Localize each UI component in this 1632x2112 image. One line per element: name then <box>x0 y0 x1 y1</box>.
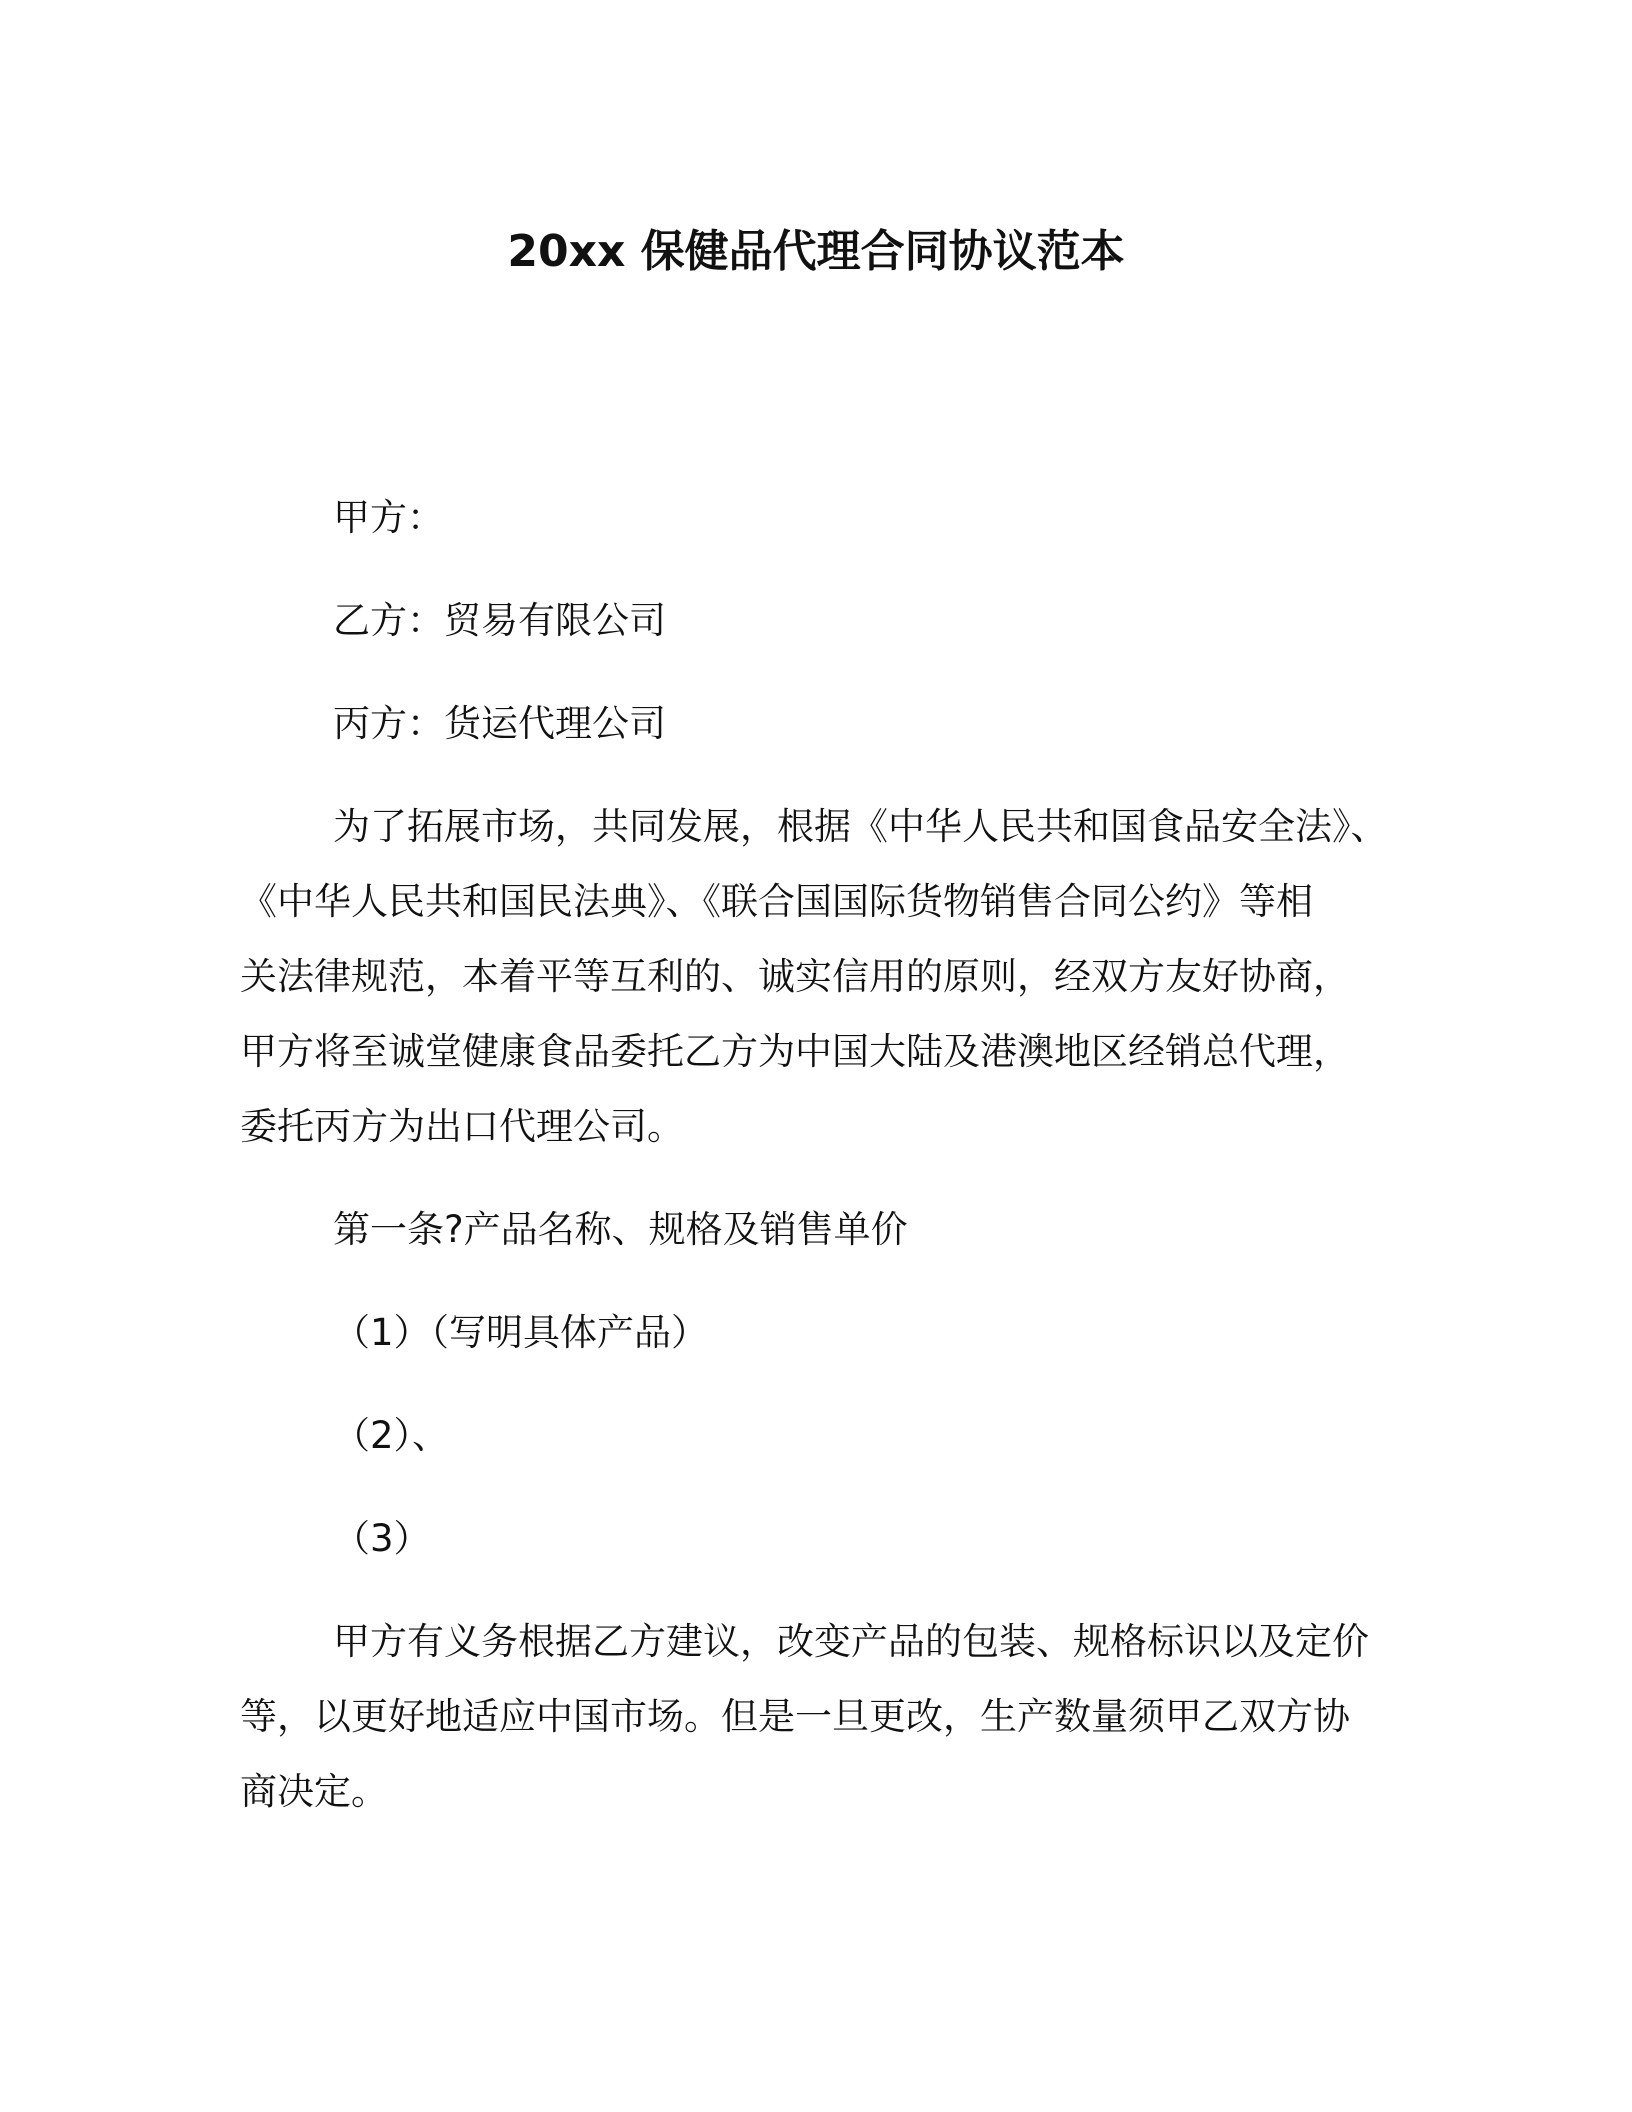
party-a-line: 甲方： <box>333 496 444 539</box>
product-item: （2）、 <box>333 1414 450 1457</box>
party-c-line: 丙方：货运代理公司 <box>333 702 666 745</box>
product-item: （1）（写明具体产品） <box>333 1311 709 1354</box>
intro-line: 关法律规范，本着平等互利的、诚实信用的原则，经双方友好协商， <box>240 955 1350 998</box>
product-item: （3） <box>333 1517 431 1560</box>
intro-line: 委托丙方为出口代理公司。 <box>240 1105 684 1148</box>
intro-line: 甲方将至诚堂健康食品委托乙方为中国大陆及港澳地区经销总代理， <box>240 1030 1350 1073</box>
intro-line: 《中华人民共和国民法典》、《联合国国际货物销售合同公约》等相 <box>240 880 1313 923</box>
intro-line: 为了拓展市场，共同发展，根据《中华人民共和国食品安全法》、 <box>333 805 1388 848</box>
closing-line: 商决定。 <box>240 1770 388 1813</box>
closing-line: 甲方有义务根据乙方建议，改变产品的包装、规格标识以及定价 <box>333 1620 1369 1663</box>
party-b-line: 乙方：贸易有限公司 <box>333 599 666 642</box>
article-1-heading: 第一条?产品名称、规格及销售单价 <box>333 1208 908 1251</box>
document-title: 20xx 保健品代理合同协议范本 <box>507 226 1125 277</box>
closing-line: 等，以更好地适应中国市场。但是一旦更改，生产数量须甲乙双方协 <box>240 1695 1350 1738</box>
